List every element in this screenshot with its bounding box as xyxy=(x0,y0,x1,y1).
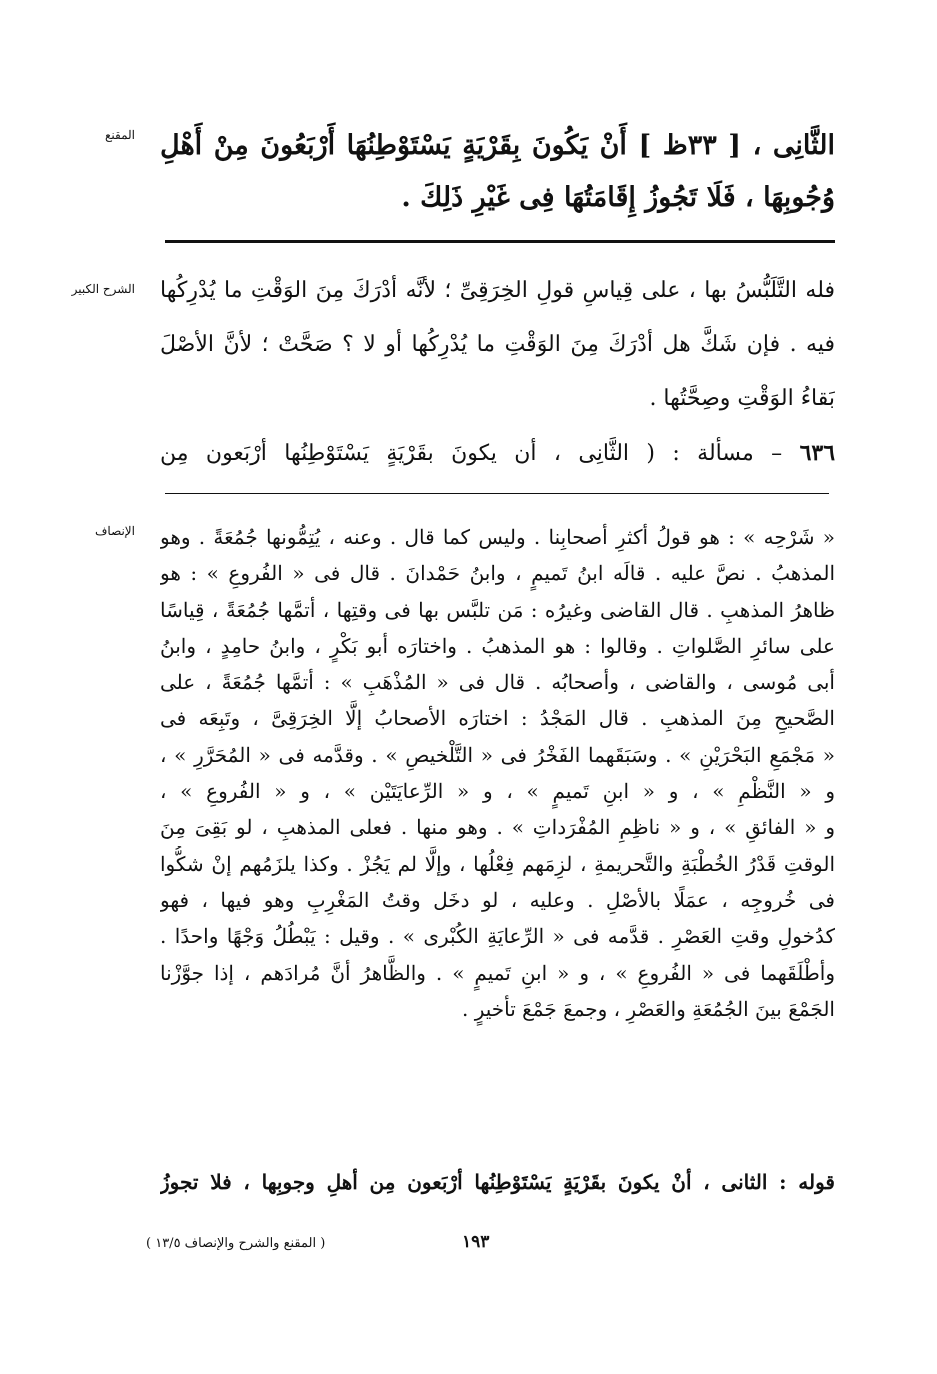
insaf-line: و « الفائقِ » ، و « ناظِمِ المُفْرَداتِ » . وهو منها . فعلى المذهبِ ، لو بَقِىَ مِنَ xyxy=(160,815,835,840)
sharh-line: فيه . فإن شَكَّ هل أدْرَكَ مِنَ الوَقْتِ ما يُدْرِكُها أو لا ؟ صَحَّتْ ؛ لأنَّ الأصْلَ xyxy=(160,332,835,357)
insaf-line: و « النَّظْمِ » ، و « ابنِ تَميمٍ » ، و « الرِّعايَتَيْن » ، و « الفُروعِ » ، xyxy=(160,779,835,804)
insaf-text xyxy=(160,519,835,1027)
insaf-line: المذهبُ . نصَّ عليه . قالَه ابنُ تَميمٍ ، وابنُ حَمْدانَ . قال فى « الفُروعِ » : هو xyxy=(160,561,835,586)
insaf-line: « شَرْحِه » : هو قولُ أكثرِ أصحابِنا . وليس كما قال . وعنه ، يُتِمُّونها جُمُعَةً . وهو xyxy=(160,525,835,549)
masala-line xyxy=(160,426,835,480)
insaf-line: فى خُروجِه ، عمَلًا بالأصْلِ . وعليه ، لو دخَل وقتُ المَغْرِبِ وهو فيها ، فهو xyxy=(160,887,835,912)
muqni-line: الثَّانِى ، [ ٣٣ظ ] أَنْ يَكُونَ بِقَرْيَةٍ يَسْتَوْطِنُهَا أَرْبَعُونَ مِنْ أَهْلِ xyxy=(160,130,835,161)
insaf-line: الصَّحيحِ مِنَ المذهبِ . قال المَجْدُ : اختارَه الأصحابُ إلَّا الخِرَقِىَّ ، وتَبِعَه فى xyxy=(160,706,835,731)
insaf-line: الجَمْعَ بينَ الجُمُعَةِ والعَصْرِ ، وجمعَ جَمْعَ تأخيرٍ . xyxy=(462,996,835,1021)
qawl-text xyxy=(160,1164,835,1200)
insaf-line: الوقتِ قَدْرُ الخُطْبَةِ والتَّحريمةِ ، لزِمَهم فِعْلُها ، وإلَّا لم يَجُزْ . وكذا يلزَمُهم إنْ شكُّوا xyxy=(160,851,835,876)
qawl-line: قوله : الثانى ، أنْ يكونَ بقَرْيَةٍ يَسْتَوْطِنُها أرْبَعون مِن أهلِ وجوبِها ، فلا تجوزُ xyxy=(160,1170,835,1194)
insaf-line: ظاهرُ المذهبِ . قال القاضى وغيرُه : مَن تلبَّس بها فى وقتِها ، أتمَّها جُمُعَةً ، قِياسًا xyxy=(160,597,835,622)
page-number: ١٩٣ xyxy=(462,1232,490,1252)
side-label-insaf: الإنصاف xyxy=(94,524,135,538)
muqni-text xyxy=(160,120,835,224)
section-divider xyxy=(165,493,829,494)
insaf-line: على سائرِ الصَّلواتِ . وقالوا : هو المذهبُ . واختارَه أبو بَكْرٍ ، وابنُ حامِدٍ ، وابنُ xyxy=(160,633,835,658)
masala-number: ٦٣٦ xyxy=(799,440,835,466)
volume-reference: ( المقنع والشرح والإنصاف ١٣/٥ ) xyxy=(146,1236,326,1251)
insaf-line: وأطْلَقَهما فى « الفُروعِ » ، و « ابنِ تَميمٍ » . والظَّاهرُ أنَّ مُرادَهم ، إذا جوَّزْنا xyxy=(160,960,835,985)
muqni-line: وُجُوبِهَا ، فَلَا تَجُوزُ إِقَامَتُهَا فِى غَيْرِ ذَلِكَ . xyxy=(401,182,835,213)
sharh-line: بَقاءُ الوَقْتِ وصِحَّتُها . xyxy=(649,386,835,411)
insaf-line: كدُخولِ وقتِ العَصْرِ . قدَّمه فى « الرِّعايَةِ الكُبْرى » . وقيل : يَبْطُلُ وَجْهًا واحدًا . xyxy=(160,924,835,949)
section-divider xyxy=(165,240,835,243)
side-label-sharh: الشرح الكبير xyxy=(71,282,135,296)
masala-text: – مسألة : ( الثَّانِى ، أن يكونَ بقَرْيَةٍ يَسْتَوْطِنُها أرْبَعون مِن xyxy=(160,441,783,466)
insaf-line: أبى مُوسى ، والقاضى ، وأصحابُه . قال فى « المُذْهَبِ » : أتمَّها جُمُعَةً ، على xyxy=(160,670,835,695)
sharh-text xyxy=(160,264,835,480)
insaf-line: « مَجْمَعِ البَحْرَيْنِ » . وسَبَقَهما الفَخْرُ فى « التَّلْخيصِ » . وقدَّمه فى « المُحَرَّرِ » ، xyxy=(160,742,835,767)
sharh-line: فله التَّلَبُّسُ بها ، على قِياسِ قولِ الخِرَقِىِّ ؛ لأنَّه أدْرَكَ مِنَ الوَقْتِ ما يُدْرِكُها xyxy=(160,278,835,303)
side-label-muqni: المقنع xyxy=(104,128,135,142)
